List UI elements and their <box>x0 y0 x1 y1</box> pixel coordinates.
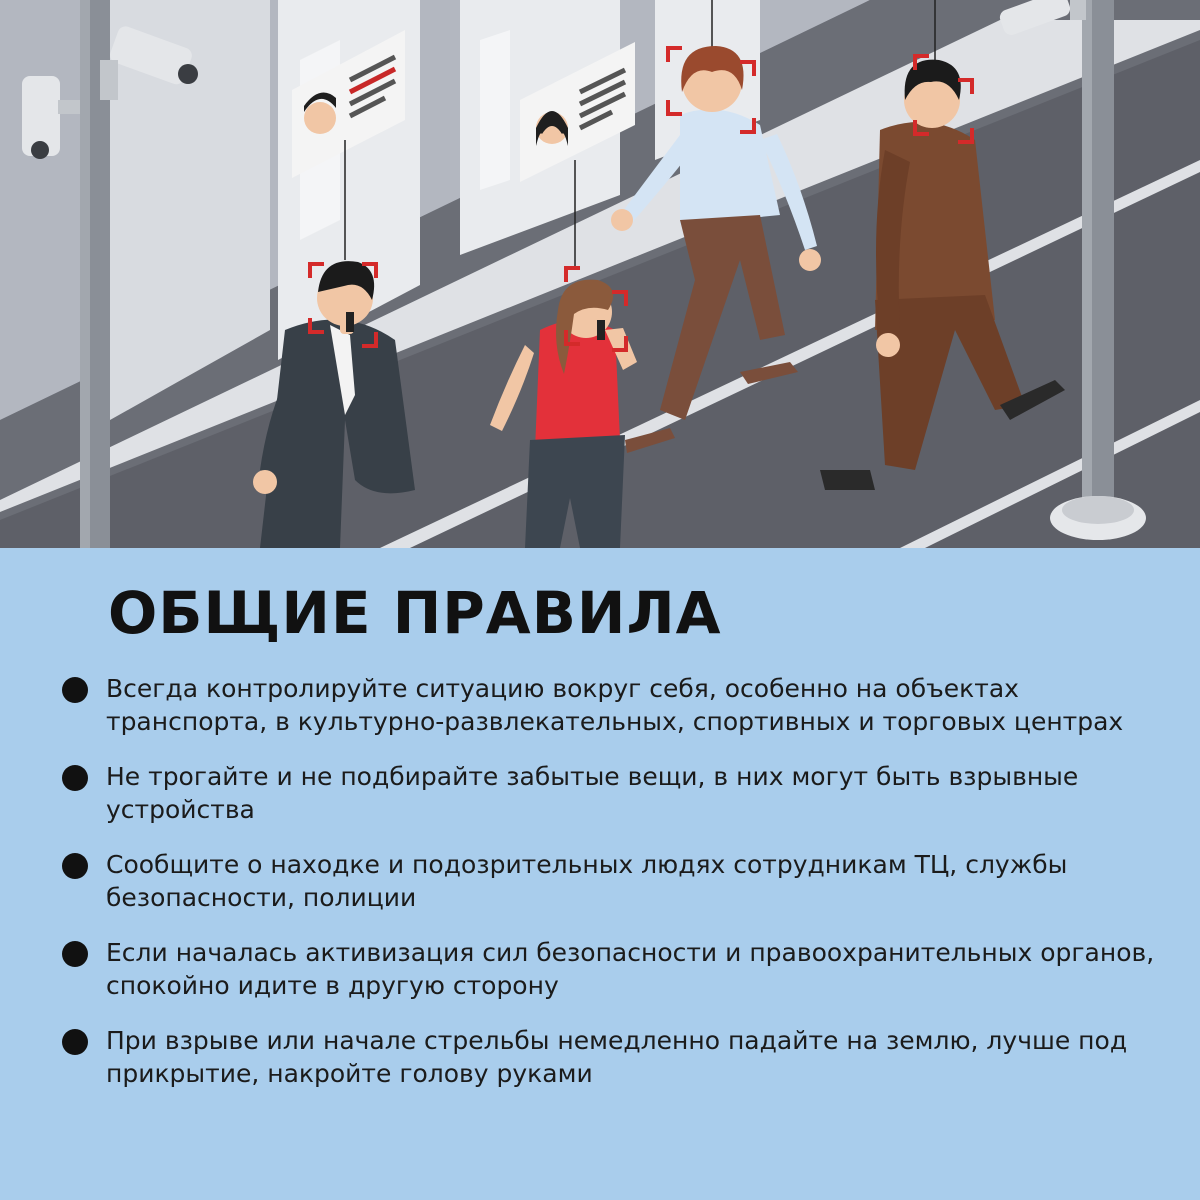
rules-panel <box>0 548 1200 1200</box>
list-item <box>62 936 1172 1002</box>
bullet-icon <box>62 853 88 879</box>
rule-text: Не трогайте и не подбирайте забытые вещи, в них могут быть взрывные устройства <box>106 762 1079 824</box>
list-item <box>62 760 1172 826</box>
surveillance-illustration <box>0 0 1200 548</box>
rule-text: Сообщите о находке и подозрительных людях сотрудникам ТЦ, службы безопасности, полиции <box>106 850 1068 912</box>
rule-text: Если началась активизация сил безопасности и правоохранительных органов, спокойно идите в другую сторону <box>106 938 1155 1000</box>
list-item <box>62 848 1172 914</box>
list-item <box>62 672 1172 738</box>
rule-text: Всегда контролируйте ситуацию вокруг себя, особенно на объектах транспорта, в культурно-развлекательных, спортивных и торговых центрах <box>106 674 1124 736</box>
rule-text: При взрыве или начале стрельбы немедленно падайте на землю, лучше под прикрытие, накройте голову руками <box>106 1026 1128 1088</box>
list-item <box>62 1024 1172 1090</box>
page-title: ОБЩИЕ ПРАВИЛА <box>108 579 722 647</box>
bullet-icon <box>62 941 88 967</box>
bullet-icon <box>62 677 88 703</box>
rules-list <box>62 672 1172 1090</box>
bullet-icon <box>62 1029 88 1055</box>
bullet-icon <box>62 765 88 791</box>
